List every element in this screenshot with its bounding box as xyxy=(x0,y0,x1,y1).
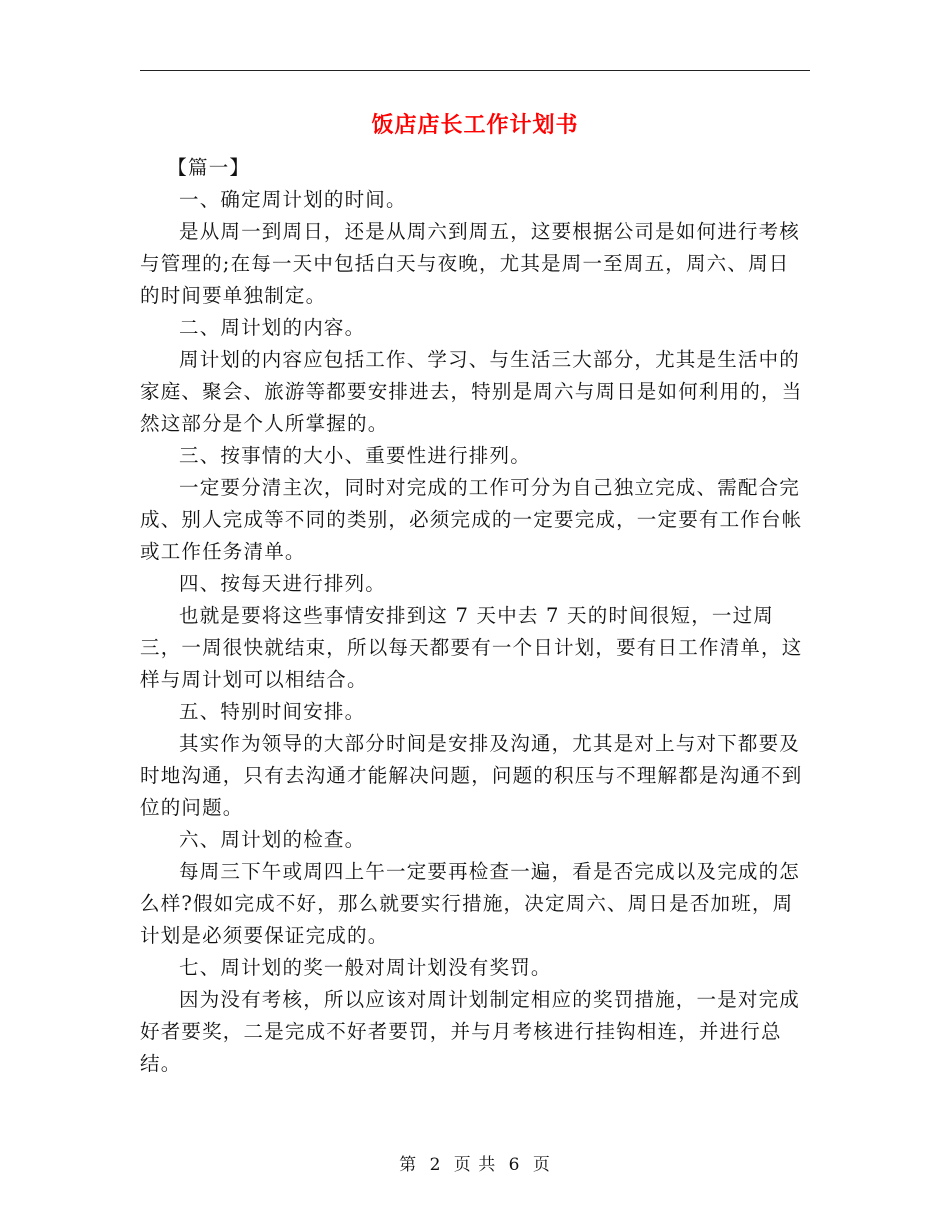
header-rule xyxy=(140,70,810,71)
footer-page-number: 2 xyxy=(429,1155,442,1175)
footer-middle: 页 共 xyxy=(453,1155,497,1175)
heading-6: 六、周计划的检查。 xyxy=(179,828,366,851)
page-footer xyxy=(0,1150,950,1175)
heading-2: 二、周计划的内容。 xyxy=(179,316,366,339)
paragraph-6: 每周三下午或周四上午一定要再检查一遍，看是否完成以及完成的怎么样?假如完成不好，那么就要实行措施，决定周六、周日是否加班，周计划是必须要保证完成的。 xyxy=(140,860,801,947)
heading-4: 四、按每天进行排列。 xyxy=(179,572,387,595)
heading-1: 一、确定周计划的时间。 xyxy=(179,188,407,211)
paragraph-4: 也就是要将这些事情安排到这 7 天中去 7 天的时间很短，一过周三，一周很快就结束，所以每天都要有一个日计划，要有日工作清单，这样与周计划可以相结合。 xyxy=(140,604,803,691)
paragraph-3: 一定要分清主次，同时对完成的工作可分为自己独立完成、需配合完成、别人完成等不同的类别，必须完成的一定要完成，一定要有工作台帐或工作任务清单。 xyxy=(140,476,803,563)
paragraph-7: 因为没有考核，所以应该对周计划制定相应的奖罚措施，一是对完成好者要奖，二是完成不好者要罚，并与月考核进行挂钩相连，并进行总结。 xyxy=(140,988,801,1075)
document-body xyxy=(140,152,805,1080)
heading-3: 三、按事情的大小、重要性进行排列。 xyxy=(179,444,531,467)
footer-prefix: 第 xyxy=(399,1155,418,1175)
section-tag: 【篇一】 xyxy=(167,156,251,179)
paragraph-5: 其实作为领导的大部分时间是安排及沟通，尤其是对上与对下都要及时地沟通，只有去沟通才能解决问题，问题的积压与不理解都是沟通不到位的问题。 xyxy=(140,732,803,819)
paragraph-1: 是从周一到周日，还是从周六到周五，这要根据公司是如何进行考核与管理的;在每一天中包括白天与夜晚，尤其是周一至周五，周六、周日的时间要单独制定。 xyxy=(140,220,801,307)
footer-total-pages: 6 xyxy=(508,1155,521,1175)
footer-suffix: 页 xyxy=(532,1155,551,1175)
heading-5: 五、特别时间安排。 xyxy=(179,700,366,723)
document-title: 饭店店长工作计划书 xyxy=(371,112,579,138)
paragraph-2: 周计划的内容应包括工作、学习、与生活三大部分，尤其是生活中的家庭、聚会、旅游等都要安排进去，特别是周六与周日是如何利用的，当然这部分是个人所掌握的。 xyxy=(140,348,803,435)
heading-7: 七、周计划的奖一般对周计划没有奖罚。 xyxy=(179,956,552,979)
